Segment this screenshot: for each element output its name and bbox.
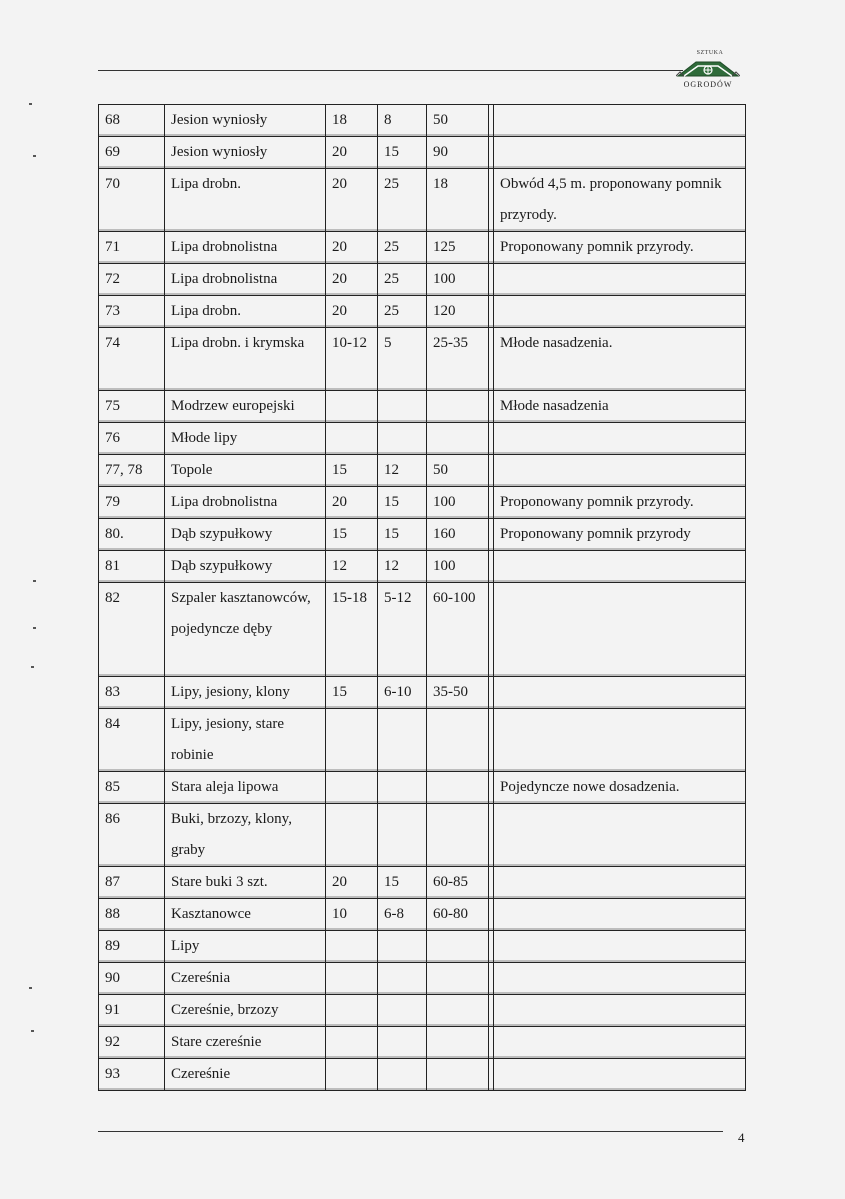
cell-species: Buki, brzozy, klony, graby xyxy=(165,804,326,867)
cell-note xyxy=(494,105,746,137)
cell-number: 80. xyxy=(99,519,165,551)
cell-circumference xyxy=(427,963,489,995)
cell-note xyxy=(494,583,746,677)
cell-note xyxy=(494,264,746,296)
cell-circumference: 90 xyxy=(427,137,489,169)
table-row xyxy=(99,583,746,677)
cell-number: 83 xyxy=(99,677,165,709)
cell-species: Stare czereśnie xyxy=(165,1027,326,1059)
cell-height xyxy=(326,963,378,995)
cell-circumference: 18 xyxy=(427,169,489,232)
cell-note xyxy=(494,804,746,867)
cell-height: 20 xyxy=(326,867,378,899)
cell-species: Kasztanowce xyxy=(165,899,326,931)
cell-species: Czereśnie, brzozy xyxy=(165,995,326,1027)
cell-circumference: 160 xyxy=(427,519,489,551)
cell-number: 73 xyxy=(99,296,165,328)
cell-crown: 12 xyxy=(378,455,427,487)
cell-number: 69 xyxy=(99,137,165,169)
cell-species: Dąb szypułkowy xyxy=(165,519,326,551)
cell-note xyxy=(494,677,746,709)
cell-circumference xyxy=(427,1027,489,1059)
cell-species: Stara aleja lipowa xyxy=(165,772,326,804)
table-row xyxy=(99,264,746,296)
cell-number: 77, 78 xyxy=(99,455,165,487)
table-row xyxy=(99,551,746,583)
cell-crown: 12 xyxy=(378,551,427,583)
cell-note xyxy=(494,963,746,995)
table-row xyxy=(99,296,746,328)
cell-note: Pojedyncze nowe dosadzenia. xyxy=(494,772,746,804)
cell-note xyxy=(494,995,746,1027)
cell-species: Topole xyxy=(165,455,326,487)
table-row xyxy=(99,328,746,391)
cell-circumference: 120 xyxy=(427,296,489,328)
cell-circumference xyxy=(427,804,489,867)
cell-height xyxy=(326,1059,378,1091)
table-row xyxy=(99,867,746,899)
cell-number: 91 xyxy=(99,995,165,1027)
cell-circumference: 60-80 xyxy=(427,899,489,931)
cell-number: 72 xyxy=(99,264,165,296)
cell-number: 71 xyxy=(99,232,165,264)
cell-species: Lipa drobn. xyxy=(165,169,326,232)
table-row xyxy=(99,995,746,1027)
cell-crown: 25 xyxy=(378,296,427,328)
cell-crown: 15 xyxy=(378,487,427,519)
cell-height: 20 xyxy=(326,232,378,264)
cell-height: 20 xyxy=(326,264,378,296)
table-row xyxy=(99,137,746,169)
cell-crown xyxy=(378,1027,427,1059)
cell-height: 10-12 xyxy=(326,328,378,391)
cell-height: 18 xyxy=(326,105,378,137)
cell-species: Czereśnie xyxy=(165,1059,326,1091)
cell-circumference xyxy=(427,1059,489,1091)
cell-height xyxy=(326,772,378,804)
cell-height xyxy=(326,709,378,772)
cell-height: 20 xyxy=(326,137,378,169)
cell-crown xyxy=(378,423,427,455)
cell-number: 74 xyxy=(99,328,165,391)
cell-crown: 5 xyxy=(378,328,427,391)
cell-circumference xyxy=(427,391,489,423)
cell-note xyxy=(494,551,746,583)
cell-note: Obwód 4,5 m. proponowany pomnik przyrody. xyxy=(494,169,746,232)
cell-crown: 8 xyxy=(378,105,427,137)
cell-height: 15-18 xyxy=(326,583,378,677)
cell-species: Młode lipy xyxy=(165,423,326,455)
cell-species: Modrzew europejski xyxy=(165,391,326,423)
cell-species: Dąb szypułkowy xyxy=(165,551,326,583)
cell-number: 84 xyxy=(99,709,165,772)
cell-number: 86 xyxy=(99,804,165,867)
cell-circumference: 125 xyxy=(427,232,489,264)
cell-species: Czereśnia xyxy=(165,963,326,995)
table-row xyxy=(99,169,746,232)
cell-crown: 15 xyxy=(378,137,427,169)
cell-species: Lipy, jesiony, klony xyxy=(165,677,326,709)
cell-note: Proponowany pomnik przyrody. xyxy=(494,232,746,264)
cell-note xyxy=(494,1059,746,1091)
cell-note xyxy=(494,455,746,487)
cell-number: 68 xyxy=(99,105,165,137)
cell-circumference: 25-35 xyxy=(427,328,489,391)
cell-number: 75 xyxy=(99,391,165,423)
table-row xyxy=(99,423,746,455)
cell-number: 79 xyxy=(99,487,165,519)
header-rule xyxy=(98,70,683,71)
cell-height xyxy=(326,391,378,423)
cell-height xyxy=(326,1027,378,1059)
cell-crown xyxy=(378,804,427,867)
cell-number: 76 xyxy=(99,423,165,455)
scan-speck xyxy=(33,155,36,157)
scan-speck xyxy=(33,580,36,582)
table-row xyxy=(99,391,746,423)
cell-height: 15 xyxy=(326,677,378,709)
cell-note xyxy=(494,296,746,328)
table-row xyxy=(99,709,746,772)
table-row xyxy=(99,105,746,137)
cell-note xyxy=(494,1027,746,1059)
cell-crown: 6-10 xyxy=(378,677,427,709)
cell-number: 90 xyxy=(99,963,165,995)
cell-height: 20 xyxy=(326,296,378,328)
cell-circumference xyxy=(427,772,489,804)
table-row xyxy=(99,1059,746,1091)
cell-note xyxy=(494,899,746,931)
cell-height xyxy=(326,995,378,1027)
cell-height: 20 xyxy=(326,169,378,232)
cell-note: Proponowany pomnik przyrody xyxy=(494,519,746,551)
scan-speck xyxy=(29,987,32,989)
cell-height: 15 xyxy=(326,519,378,551)
cell-crown xyxy=(378,995,427,1027)
cell-circumference: 35-50 xyxy=(427,677,489,709)
cell-crown xyxy=(378,772,427,804)
cell-circumference: 60-100 xyxy=(427,583,489,677)
table-row xyxy=(99,519,746,551)
cell-note: Proponowany pomnik przyrody. xyxy=(494,487,746,519)
tree-inventory-table xyxy=(98,104,746,1091)
scan-speck xyxy=(29,103,32,105)
cell-note xyxy=(494,423,746,455)
cell-species: Szpaler kasztanowców, pojedyncze dęby xyxy=(165,583,326,677)
cell-crown xyxy=(378,1059,427,1091)
cell-number: 92 xyxy=(99,1027,165,1059)
cell-number: 81 xyxy=(99,551,165,583)
cell-crown: 15 xyxy=(378,867,427,899)
cell-note xyxy=(494,709,746,772)
table-row xyxy=(99,772,746,804)
cell-crown xyxy=(378,931,427,963)
cell-species: Jesion wyniosły xyxy=(165,137,326,169)
table-row xyxy=(99,232,746,264)
table-body xyxy=(99,105,746,1091)
cell-crown xyxy=(378,709,427,772)
cell-species: Lipa drobnolistna xyxy=(165,264,326,296)
cell-circumference: 100 xyxy=(427,487,489,519)
cell-crown: 25 xyxy=(378,264,427,296)
table-row xyxy=(99,677,746,709)
cell-circumference: 100 xyxy=(427,551,489,583)
cell-note xyxy=(494,867,746,899)
cell-note: Młode nasadzenia xyxy=(494,391,746,423)
cell-species: Lipa drobn. i krymska xyxy=(165,328,326,391)
cell-species: Lipy xyxy=(165,931,326,963)
cell-circumference: 50 xyxy=(427,455,489,487)
cell-number: 85 xyxy=(99,772,165,804)
cell-crown xyxy=(378,391,427,423)
cell-number: 82 xyxy=(99,583,165,677)
cell-species: Stare buki 3 szt. xyxy=(165,867,326,899)
sztuka-ogrodow-logo xyxy=(672,50,744,92)
cell-crown xyxy=(378,963,427,995)
cell-species: Lipa drobnolistna xyxy=(165,487,326,519)
logo-bottom-text: OGRODÓW xyxy=(683,80,733,89)
scan-speck xyxy=(33,627,36,629)
table-row xyxy=(99,963,746,995)
cell-height xyxy=(326,931,378,963)
cell-height: 12 xyxy=(326,551,378,583)
cell-number: 89 xyxy=(99,931,165,963)
scan-speck xyxy=(31,666,34,668)
cell-number: 70 xyxy=(99,169,165,232)
logo-emblem-icon xyxy=(676,56,740,82)
cell-height xyxy=(326,423,378,455)
cell-circumference xyxy=(427,931,489,963)
cell-height: 20 xyxy=(326,487,378,519)
table-row xyxy=(99,931,746,963)
cell-circumference xyxy=(427,995,489,1027)
cell-circumference xyxy=(427,709,489,772)
cell-circumference: 60-85 xyxy=(427,867,489,899)
cell-number: 87 xyxy=(99,867,165,899)
cell-number: 88 xyxy=(99,899,165,931)
scan-speck xyxy=(31,1030,34,1032)
cell-note: Młode nasadzenia. xyxy=(494,328,746,391)
cell-species: Lipa drobn. xyxy=(165,296,326,328)
table-row xyxy=(99,1027,746,1059)
table-row xyxy=(99,804,746,867)
cell-height: 15 xyxy=(326,455,378,487)
cell-note xyxy=(494,137,746,169)
cell-circumference: 100 xyxy=(427,264,489,296)
cell-circumference xyxy=(427,423,489,455)
table-row xyxy=(99,487,746,519)
page-number: 4 xyxy=(738,1130,745,1145)
table-row xyxy=(99,455,746,487)
cell-note xyxy=(494,931,746,963)
cell-crown: 25 xyxy=(378,169,427,232)
cell-crown: 5-12 xyxy=(378,583,427,677)
cell-species: Lipa drobnolistna xyxy=(165,232,326,264)
cell-species: Lipy, jesiony, stare robinie xyxy=(165,709,326,772)
cell-species: Jesion wyniosły xyxy=(165,105,326,137)
cell-crown: 25 xyxy=(378,232,427,264)
cell-height: 10 xyxy=(326,899,378,931)
cell-height xyxy=(326,804,378,867)
cell-crown: 6-8 xyxy=(378,899,427,931)
logo-top-text: SZTUKA xyxy=(696,50,724,56)
cell-circumference: 50 xyxy=(427,105,489,137)
footer-rule xyxy=(98,1131,723,1132)
cell-crown: 15 xyxy=(378,519,427,551)
cell-number: 93 xyxy=(99,1059,165,1091)
table-row xyxy=(99,899,746,931)
